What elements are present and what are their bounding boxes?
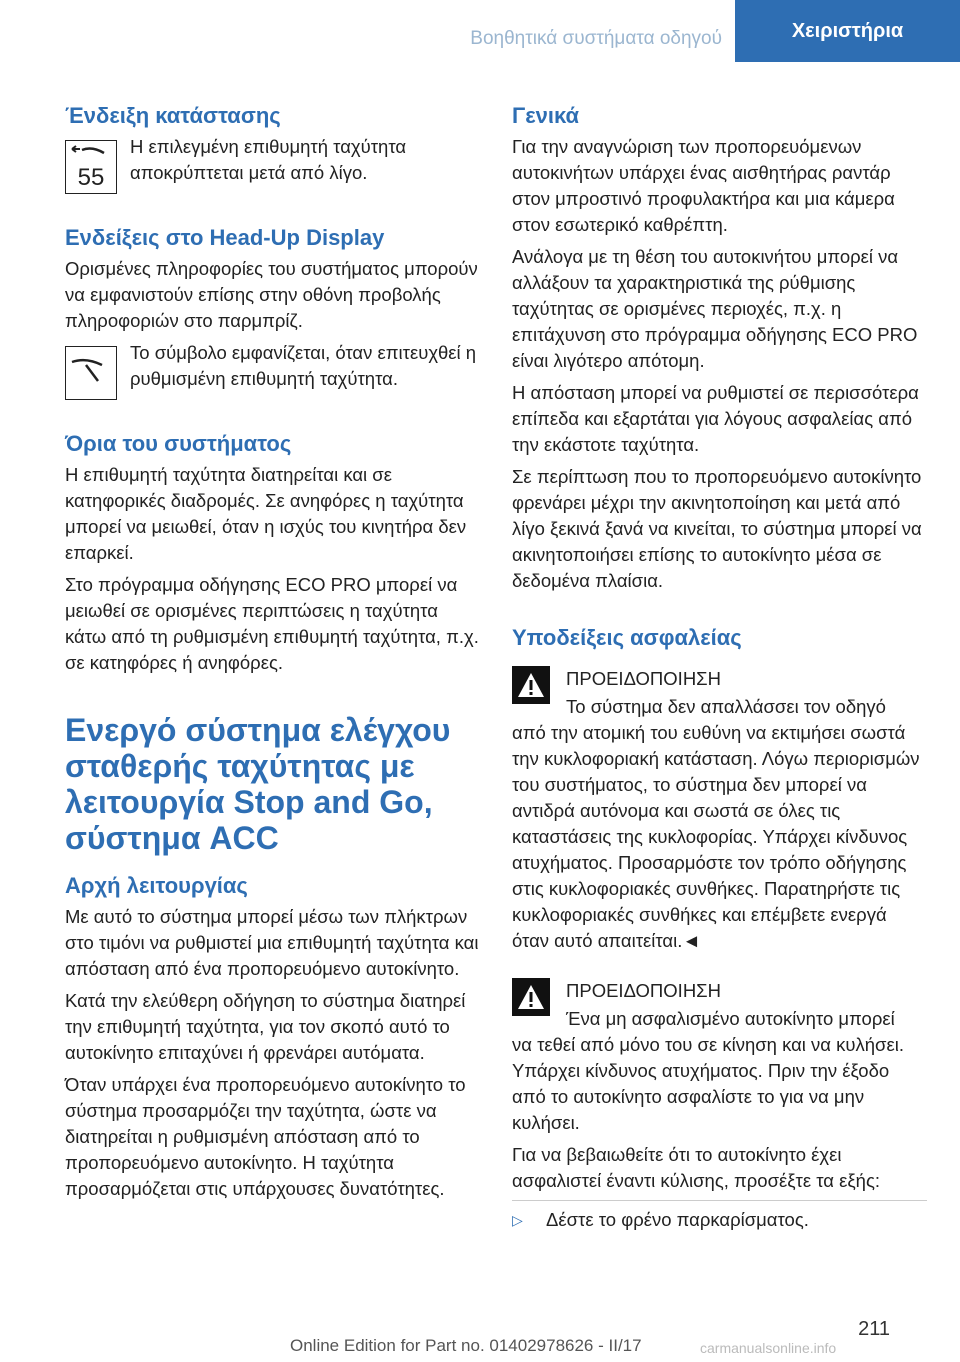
watermark-text: carmanualsonline.info bbox=[700, 1340, 837, 1356]
warning-2-header bbox=[512, 976, 927, 1032]
warning-1-header bbox=[512, 664, 927, 720]
secure-paragraph: Για να βεβαιωθείτε ότι το αυτοκίνητο έχει ασφαλιστεί έναντι κύλισης, προσέξτε τα εξής: bbox=[512, 1144, 880, 1191]
status-heading: Ένδειξη κατάστασης bbox=[65, 103, 281, 128]
edition-text: Online Edition for Part no. 01402978626 - II/17 bbox=[290, 1336, 642, 1355]
bullet-text: Δέστε το φρένο παρκαρίσματος. bbox=[546, 1209, 809, 1230]
acc-heading: Ενεργό σύστημα ελέγχου σταθερής ταχύτητας με λειτουργία Stop and Go, σύστημα ACC bbox=[65, 712, 451, 856]
general-paragraph-2: Ανάλογα με τη θέση του αυτοκινήτου μπορεί να αλλάξουν τα χαρακτηριστικά της ρύθμισης ταχύτητας σε ορισμένες περιοχές, π.χ. η επιτάχυνση στο πρόγραμμα οδήγησης ECO PRO είναι λιγότερο απότομη. bbox=[512, 246, 918, 371]
hud-text: Ορισμένες πληροφορίες του συστήματος μπορούν να εμφανιστούν επίσης στην οθόνη προβολής πληροφοριών στο παρμπρίζ. bbox=[65, 258, 478, 331]
speed-indicator-icon bbox=[65, 140, 117, 194]
speed-indicator-number: 55 bbox=[77, 164, 105, 191]
warning-triangle-icon bbox=[512, 666, 550, 704]
bullet-triangle-icon: ▷ bbox=[512, 1212, 523, 1228]
header-chapter-tab: Χειριστήρια bbox=[735, 0, 960, 62]
principle-paragraph-1: Με αυτό το σύστημα μπορεί μέσω των πλήκτρων στο τιμόνι να ρυθμιστεί μια επιθυμητή ταχύτητα και απόσταση από ένα προπορευόμενο αυτοκίνητο. bbox=[65, 906, 479, 979]
page-header bbox=[0, 0, 960, 86]
warning-1-first-line: Το σύστημα δεν απαλλάσσει τον οδηγό bbox=[566, 696, 886, 717]
principle-paragraph-3: Όταν υπάρχει ένα προπορευόμενο αυτοκίνητο το σύστημα προσαρμόζει την ταχύτητα, ώστε να διατηρείται η ρυθμισμένη απόσταση από το προπορευόμενο αυτοκίνητο. Η ταχύτητα προσαρμόζεται στις υπάρχουσες δυνατότητες. bbox=[65, 1074, 466, 1199]
page-number: 211 bbox=[858, 1318, 890, 1340]
limits-heading: Όρια του συστήματος bbox=[65, 431, 292, 456]
bullet-list bbox=[512, 1200, 927, 1239]
principle-paragraph-2: Κατά την ελεύθερη οδήγηση το σύστημα διατηρεί την επιθυμητή ταχύτητα, για τον σκοπό αυτό το αυτοκίνητο επιταχύνει ή φρενάρει αυτόματα. bbox=[65, 990, 466, 1063]
limits-paragraph-1: Η επιθυμητή ταχύτητα διατηρείται και σε κατηφορικές διαδρομές. Σε ανηφόρες η ταχύτητα μπορεί να μειωθεί, όταν η ισχύς του κινητήρα δεν επαρκεί. bbox=[65, 464, 467, 563]
general-heading: Γενικά bbox=[512, 103, 580, 128]
list-item bbox=[512, 1207, 927, 1239]
warning-triangle-icon bbox=[512, 978, 550, 1016]
limits-paragraph-2: Στο πρόγραμμα οδήγησης ECO PRO μπορεί να μειωθεί σε ορισμένες περιπτώσεις η ταχύτητα κάτω από τη ρυθμισμένη επιθυμητή ταχύτητα, π.χ. σε κατηφόρες ή ανηφόρες. bbox=[65, 574, 479, 673]
warning-2-first-line: Ένα μη ασφαλισμένο αυτοκίνητο μπορεί bbox=[566, 1008, 895, 1029]
safety-heading: Υποδείξεις ασφαλείας bbox=[512, 625, 742, 650]
status-indicator-row bbox=[65, 134, 480, 194]
hud-indicator-row bbox=[65, 340, 480, 400]
right-column bbox=[512, 100, 927, 1239]
header-section-title: Βοηθητικά συστήματα οδηγού bbox=[470, 28, 722, 49]
general-paragraph-3: Η απόσταση μπορεί να ρυθμιστεί σε περισσότερα επίπεδα και εξαρτάται για λόγους ασφαλείας από την εκάστοτε ταχύτητα. bbox=[512, 382, 919, 455]
hud-heading: Ενδείξεις στο Head-Up Display bbox=[65, 225, 385, 250]
left-column bbox=[65, 100, 480, 1208]
speed-reached-icon bbox=[65, 346, 117, 400]
hud-icon-text: Το σύμβολο εμφανίζεται, όταν επιτευχθεί η ρυθμισμένη επιθυμητή ταχύτητα. bbox=[130, 342, 477, 389]
warning-2-text: να τεθεί από μόνο του σε κίνηση και να κυλήσει. Υπάρχει κίνδυνος ατυχήματος. Πριν την έξοδο από το αυτοκίνητο ασφαλίστε το για να μην κυλήσει. bbox=[512, 1034, 904, 1133]
status-text: Η επιλεγμένη επιθυμητή ταχύτητα αποκρύπτεται μετά από λίγο. bbox=[130, 136, 407, 183]
general-paragraph-4: Σε περίπτωση που το προπορευόμενο αυτοκίνητο φρενάρει μέχρι την ακινητοποίηση και μετά από λίγο ξεκινά ξανά να κινείται, το σύστημα μπορεί να ακινητοποιήσει επίσης το αυτοκίνητο μέσα σε δεδομένα πλαίσια. bbox=[512, 466, 922, 591]
principle-heading: Αρχή λειτουργίας bbox=[65, 873, 248, 898]
warning-1-title: ΠΡΟΕΙΔΟΠΟΙΗΣΗ bbox=[566, 668, 721, 689]
warning-2-title: ΠΡΟΕΙΔΟΠΟΙΗΣΗ bbox=[566, 980, 721, 1001]
general-paragraph-1: Για την αναγνώριση των προπορευόμενων αυτοκινήτων υπάρχει ένας αισθητήρας ραντάρ στον μπροστινό προφυλακτήρα και μια κάμερα στον εσωτερικό καθρέπτη. bbox=[512, 136, 895, 235]
warning-1-text: από την ατομική του ευθύνη να εκτιμήσει σωστά την κυκλοφοριακή κατάσταση. Λόγω περιορισμών του συστήματος, το σύστημα δεν μπορεί να αντιδρά αυτόνομα και σωστά σε όλες τις καταστάσεις της κυκλοφορίας. Υπάρχει κίνδυνος ατυχήματος. Προσαρμόστε τον τρόπο οδήγησης στις κυκλοφοριακές συνθήκες. Παρατηρήστε τις κυκλοφοριακές συνθήκες και επέμβετε ενεργά όταν αυτό απαιτείται.◄ bbox=[512, 722, 920, 951]
